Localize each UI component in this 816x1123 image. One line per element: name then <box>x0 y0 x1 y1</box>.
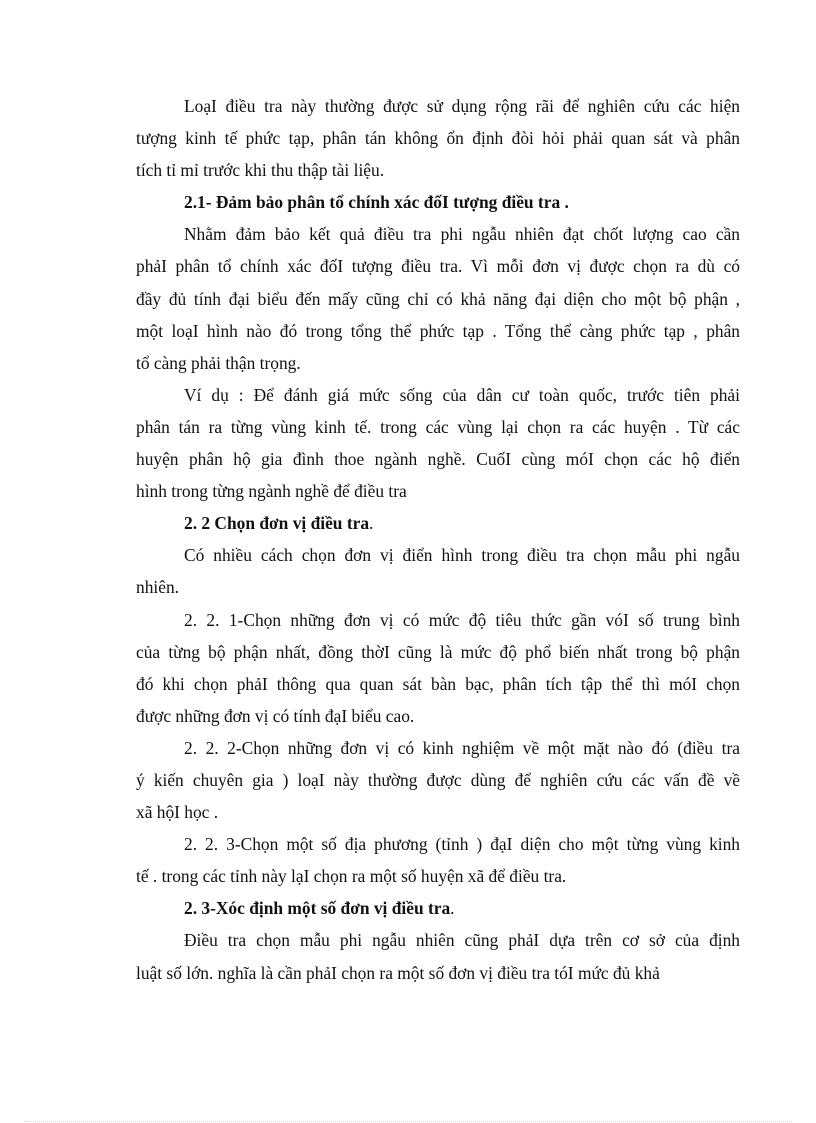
paragraph-line: luật số lớn. nghĩa là cần phảI chọn ra một số đơn vị điều tra tóI mức đủ khả <box>136 962 660 983</box>
body-paragraph <box>136 828 740 892</box>
paragraph-line: hình trong từng ngành nghề để điều tra <box>136 481 407 502</box>
heading-text: 2. 2 Chọn đơn vị điều tra <box>184 513 370 534</box>
paragraph-line: Ví dụ : Để đánh giá mức sống của dân cư toàn quốc, trước tiên phải <box>184 384 740 405</box>
paragraph-line <box>136 507 740 539</box>
paragraph-line: tổ càng phải thận trọng. <box>136 352 301 373</box>
paragraph-line: phảI phân tổ chính xác đốI tượng điều tra. Vì mỗi đơn vị được chọn ra dù có <box>136 256 740 277</box>
paragraph-line: Điều tra chọn mẫu phi ngẫu nhiên cũng phảI dựa trên cơ sở của định <box>184 930 740 951</box>
paragraph-line: một loạI hình nào đó trong tổng thể phức tạp . Tổng thể càng phức tạp , phân <box>136 320 740 341</box>
paragraph-line <box>136 892 740 924</box>
paragraph-line: nhiên. <box>136 577 179 598</box>
paragraph-line: tượng kinh tế phức tạp, phân tán không ổn định đòi hỏi phải quan sát và phân <box>136 128 740 149</box>
paragraph-line: xã hộI học . <box>136 802 219 823</box>
paragraph-line: Nhằm đảm bảo kết quả điều tra phi ngẫu nhiên đạt chốt lượng cao cần <box>184 224 740 245</box>
paragraph-line: 2. 2. 2-Chọn những đơn vị có kinh nghiệm về một mặt nào đó (điều tra <box>184 737 740 758</box>
body-paragraph <box>136 732 740 828</box>
paragraph-line: đầy đủ tính đại biểu đến mấy cũng chỉ có khả năng đại diện cho một bộ phận , <box>136 288 740 309</box>
section-heading <box>136 186 740 218</box>
heading-tail: . <box>450 898 455 919</box>
paragraph-line: ý kiến chuyên gia ) loạI này thường được dùng để nghiên cứu các vấn đề về <box>136 769 740 790</box>
section-heading <box>136 892 740 924</box>
paragraph-line: tế . trong các tỉnh này lạI chọn ra một số huyện xã để điều tra. <box>136 866 567 887</box>
body-paragraph <box>136 924 740 988</box>
section-heading <box>136 507 740 539</box>
paragraph-line: đó khi chọn phảI thông qua quan sát bàn bạc, phân tích tập thể thì móI chọn <box>136 673 740 694</box>
paragraph-line: được những đơn vị có tính đạI biểu cao. <box>136 705 415 726</box>
paragraph-line: LoạI điều tra này thường được sử dụng rộng rãi để nghiên cứu các hiện <box>184 96 740 116</box>
body-paragraph <box>136 604 740 732</box>
paragraph-line: huyện phân hộ gia đình thoe ngành nghề. CuốI cùng móI chọn các hộ điển <box>136 449 740 470</box>
page-bottom-rule <box>24 1121 792 1122</box>
body-paragraph <box>136 90 740 186</box>
paragraph-line: 2. 2. 3-Chọn một số địa phương (tỉnh ) đạI diện cho một từng vùng kinh <box>184 834 740 855</box>
paragraph-line: tích tỉ mỉ trước khi thu thập tài liệu. <box>136 160 385 181</box>
document-body <box>136 90 740 989</box>
body-paragraph <box>136 539 740 603</box>
paragraph-line: phân tán ra từng vùng kinh tế. trong các vùng lại chọn ra các huyện . Từ các <box>136 416 740 437</box>
heading-text: 2.1- Đảm bảo phân tổ chính xác đốI tượng điều tra . <box>184 192 569 213</box>
body-paragraph <box>136 379 740 507</box>
heading-text: 2. 3-Xóc định một số đơn vị điều tra <box>184 898 451 919</box>
body-paragraph <box>136 218 740 378</box>
heading-tail: . <box>369 513 374 534</box>
paragraph-line: Có nhiều cách chọn đơn vị điển hình trong điều tra chọn mẫu phi ngẫu <box>184 545 740 566</box>
paragraph-line: của từng bộ phận nhất, đồng thờI cũng là mức độ phổ biến nhất trong bộ phận <box>136 641 740 662</box>
paragraph-line: 2. 2. 1-Chọn những đơn vị có mức độ tiêu thức gần vóI số trung bình <box>184 609 740 630</box>
